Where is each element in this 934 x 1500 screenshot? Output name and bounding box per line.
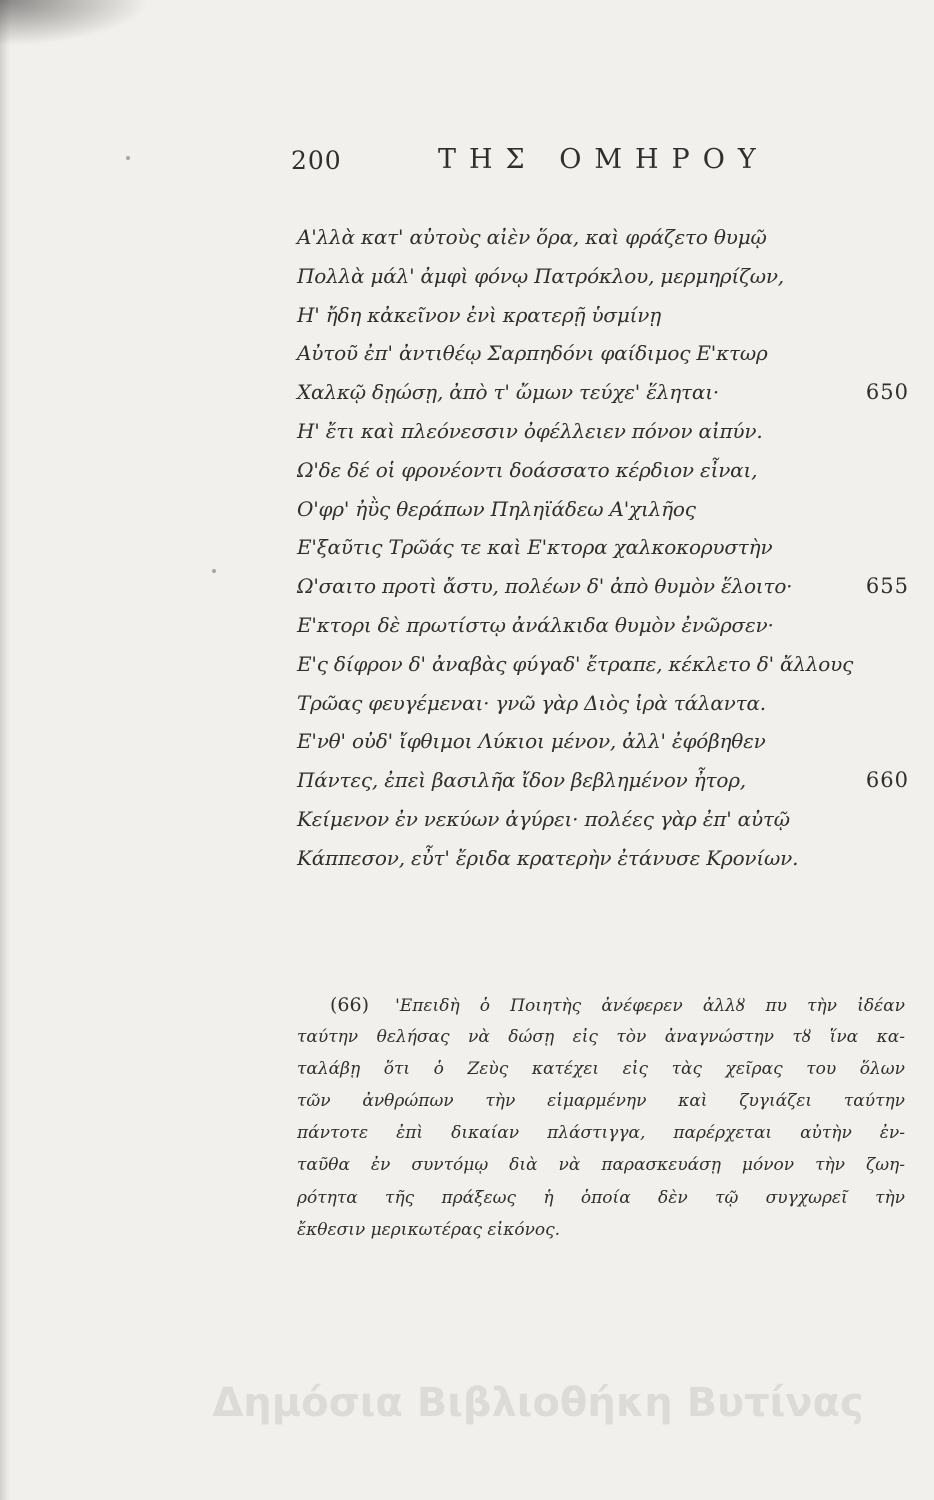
verse-text: Κείμενον ἐν νεκύων ἀγύρει· πολέες γὰρ ἐπ' αὐτῷ — [297, 806, 790, 831]
verse-line — [297, 839, 909, 878]
verse-text: Ω'δε δέ οἱ φρονέοντι δοάσσατο κέρδιον εἶναι, — [297, 457, 758, 482]
verse-text: Τρῶας φευγέμεναι· γνῶ γὰρ Διὸς ἱρὰ τάλαντα. — [297, 690, 766, 715]
line-number: 650 — [865, 380, 909, 405]
footnote-line: πάντοτε ἐπὶ δικαίαν πλάστιγγα, παρέρχεται αὐτὴν ἐν- — [297, 1123, 905, 1144]
line-number: 660 — [865, 768, 909, 793]
footnote-line — [297, 989, 905, 1021]
verse-line — [297, 451, 909, 490]
verse-block — [297, 218, 909, 878]
footnote-line: τῶν ἀνθρώπων τὴν εἱμαρμένην καὶ ζυγιάζει ταύτην — [297, 1091, 905, 1112]
verse-line — [297, 684, 909, 723]
verse-text: Ε'κτορι δὲ πρωτίστῳ ἀνάλκιδα θυμὸν ἐνῶρσεν· — [297, 612, 774, 637]
footnote-text: 'Επειδὴ ὁ Ποιητὴς ἀνέφερεν ἀλλȣ πυ τὴν ἰδέαν — [395, 996, 905, 1016]
verse-text: Ο'φρ' ἠῢς θεράπων Πηληϊάδεω Α'χιλῆος — [297, 496, 696, 521]
footnote-marker: (66) — [330, 994, 370, 1016]
verse-text: Πολλὰ μάλ' ἀμφὶ φόνῳ Πατρόκλου, μερμηρίζων, — [297, 263, 784, 288]
verse-text: Αὐτοῦ ἐπ' ἀντιθέῳ Σαρπηδόνι φαίδιμος Ε'κτωρ — [297, 341, 768, 366]
verse-line — [297, 567, 909, 606]
verse-text: Κάππεσον, εὖτ' ἔριδα κρατερὴν ἐτάνυσε Κρονίων. — [297, 845, 799, 870]
verse-line — [297, 412, 909, 451]
verse-text: Ε'ς δίφρον δ' ἀναβὰς φύγαδ' ἔτραπε, κέκλετο δ' ἄλλους — [297, 651, 854, 676]
verse-line — [297, 528, 909, 567]
verse-text: Η' ἤδη κἀκεῖνον ἐνὶ κρατερῇ ὑσμίνῃ — [297, 302, 662, 327]
verse-line — [297, 800, 909, 839]
verse-text: Ε'ξαῦτις Τρῶάς τε καὶ Ε'κτορα χαλκοκορυστὴν — [297, 535, 773, 560]
verse-line — [297, 296, 909, 335]
scan-edge-shadow — [0, 0, 10, 1500]
library-watermark: Δημόσια Βιβλιοθήκη Βυτίνας — [212, 1380, 864, 1426]
verse-text: Ω'σαιτο προτὶ ἄστυ, πολέων δ' ἀπὸ θυμὸν ἕλοιτο· — [297, 574, 793, 599]
scan-corner-shadow — [0, 0, 150, 46]
footnote-line: ἔκθεσιν μερικωτέρας εἰκόνος. — [297, 1219, 561, 1240]
scan-speck — [126, 156, 130, 160]
running-head: ΤΗΣ ΟΜΗΡΟΥ — [438, 144, 769, 175]
verse-line — [297, 257, 909, 296]
verse-text: Α'λλὰ κατ' αὐτοὺς αἰὲν ὅρα, καὶ φράζετο θυμῷ — [297, 225, 767, 249]
verse-text: Η' ἔτι καὶ πλεόνεσσιν ὀφέλλειεν πόνον αἰπύν. — [297, 418, 763, 443]
verse-line — [297, 645, 909, 684]
verse-line — [297, 218, 909, 257]
scan-speck — [212, 569, 216, 573]
footnote-line: ταύτην θελήσας νὰ δώσῃ εἰς τὸν ἀναγνώστην τȣ ἵνα κα- — [297, 1027, 905, 1048]
line-number: 655 — [865, 574, 909, 599]
verse-line — [297, 761, 909, 800]
verse-text: Ε'νθ' οὐδ' ἴφθιμοι Λύκιοι μένον, ἀλλ' ἐφόβηθεν — [297, 729, 766, 754]
footnote-line: ταλάβῃ ὅτι ὁ Ζεὺς κατέχει εἰς τὰς χεῖρας του ὅλων — [297, 1059, 905, 1080]
verse-line — [297, 606, 909, 645]
verse-line — [297, 373, 909, 412]
verse-line — [297, 490, 909, 529]
verse-line — [297, 334, 909, 373]
verse-text: Χαλκῷ δῃώσῃ, ἀπὸ τ' ὤμων τεύχε' ἕληται· — [297, 380, 720, 405]
page-number: 200 — [291, 146, 342, 175]
footnote-line: ταῦθα ἐν συντόμῳ διὰ νὰ παρασκευάσῃ μόνον τὴν ζωη- — [297, 1155, 905, 1176]
verse-line — [297, 722, 909, 761]
footnote-line: ρότητα τῆς πράξεως ἡ ὁποία δὲν τῷ συγχωρεῖ τὴν — [297, 1187, 905, 1208]
verse-text: Πάντες, ἐπεὶ βασιλῆα ἴδον βεβλημένον ἦτορ, — [297, 768, 746, 793]
footnote — [297, 989, 905, 1246]
